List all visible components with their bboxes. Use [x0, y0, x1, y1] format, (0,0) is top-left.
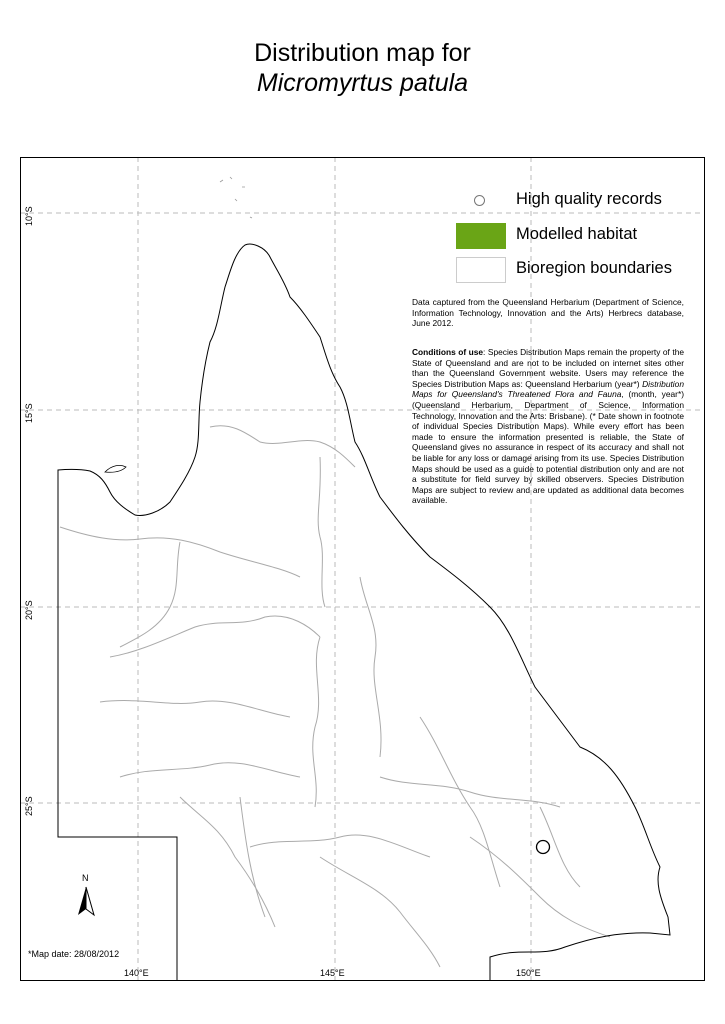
- lon-label-150: 150°E: [516, 968, 541, 978]
- conditions-heading: Conditions of use: [412, 347, 484, 357]
- map-date: *Map date: 28/08/2012: [28, 949, 120, 959]
- map-frame: [20, 157, 705, 981]
- lat-label-20: 20°S: [24, 600, 34, 620]
- lon-label-140: 140°E: [124, 968, 149, 978]
- lat-label-25: 25°S: [24, 796, 34, 816]
- data-source-note: Data captured from the Queensland Herbarium (Department of Science, Information Technology, Innovation and the Arts) Herbrecs database, June 2012.: [412, 297, 684, 329]
- modelled-habitat-swatch: [456, 223, 506, 249]
- north-label: N: [82, 873, 89, 883]
- legend-bioregion-label: Bioregion boundaries: [516, 259, 672, 277]
- map-title-species: Micromyrtus patula: [256, 69, 469, 97]
- high-quality-record-icon: [474, 195, 485, 206]
- legend-modelled-label: Modelled habitat: [516, 225, 638, 243]
- bioregion-swatch: [456, 257, 506, 283]
- conditions-text-a: : Species Distribution Maps remain the property of the State of Queensland and are not to be included on internet sites other than the Queensland Government website. Users may reference the Species Distribution Maps as: Queensland Herbarium (year*): [412, 347, 685, 389]
- conditions-of-use-note: [412, 347, 684, 506]
- conditions-text-b: , (month, year*) (Queensland Herbarium, Department of Science, Information Technology, Innovation and the Arts: Brisbane). (* Date shown in footnote of individual Species Distribution Maps). While every effort has been made to ensure the information presented is reliable, the State of Queensland gives no assurance in respect of its accuracy and shall not be liable for any loss or damage arising from its use. Species Distribution Maps should be used as a guide to potential distribution only and are not a substitute for field survey by skilled observers. Species Distribution Maps are subject to review and are updated as additional data becomes available.: [412, 389, 684, 506]
- north-arrow-icon: [74, 885, 98, 919]
- conditions-text-italic: Distribution Maps for Queensland's Threatened Flora and Fauna: [412, 378, 684, 400]
- lon-label-145: 145°E: [320, 968, 345, 978]
- legend-high-quality-label: High quality records: [516, 190, 662, 208]
- lat-label-10: 10°S: [24, 206, 34, 226]
- map-title-line1: Distribution map for: [254, 39, 471, 67]
- north-arrow: [74, 873, 98, 919]
- lat-label-15: 15°S: [24, 403, 34, 423]
